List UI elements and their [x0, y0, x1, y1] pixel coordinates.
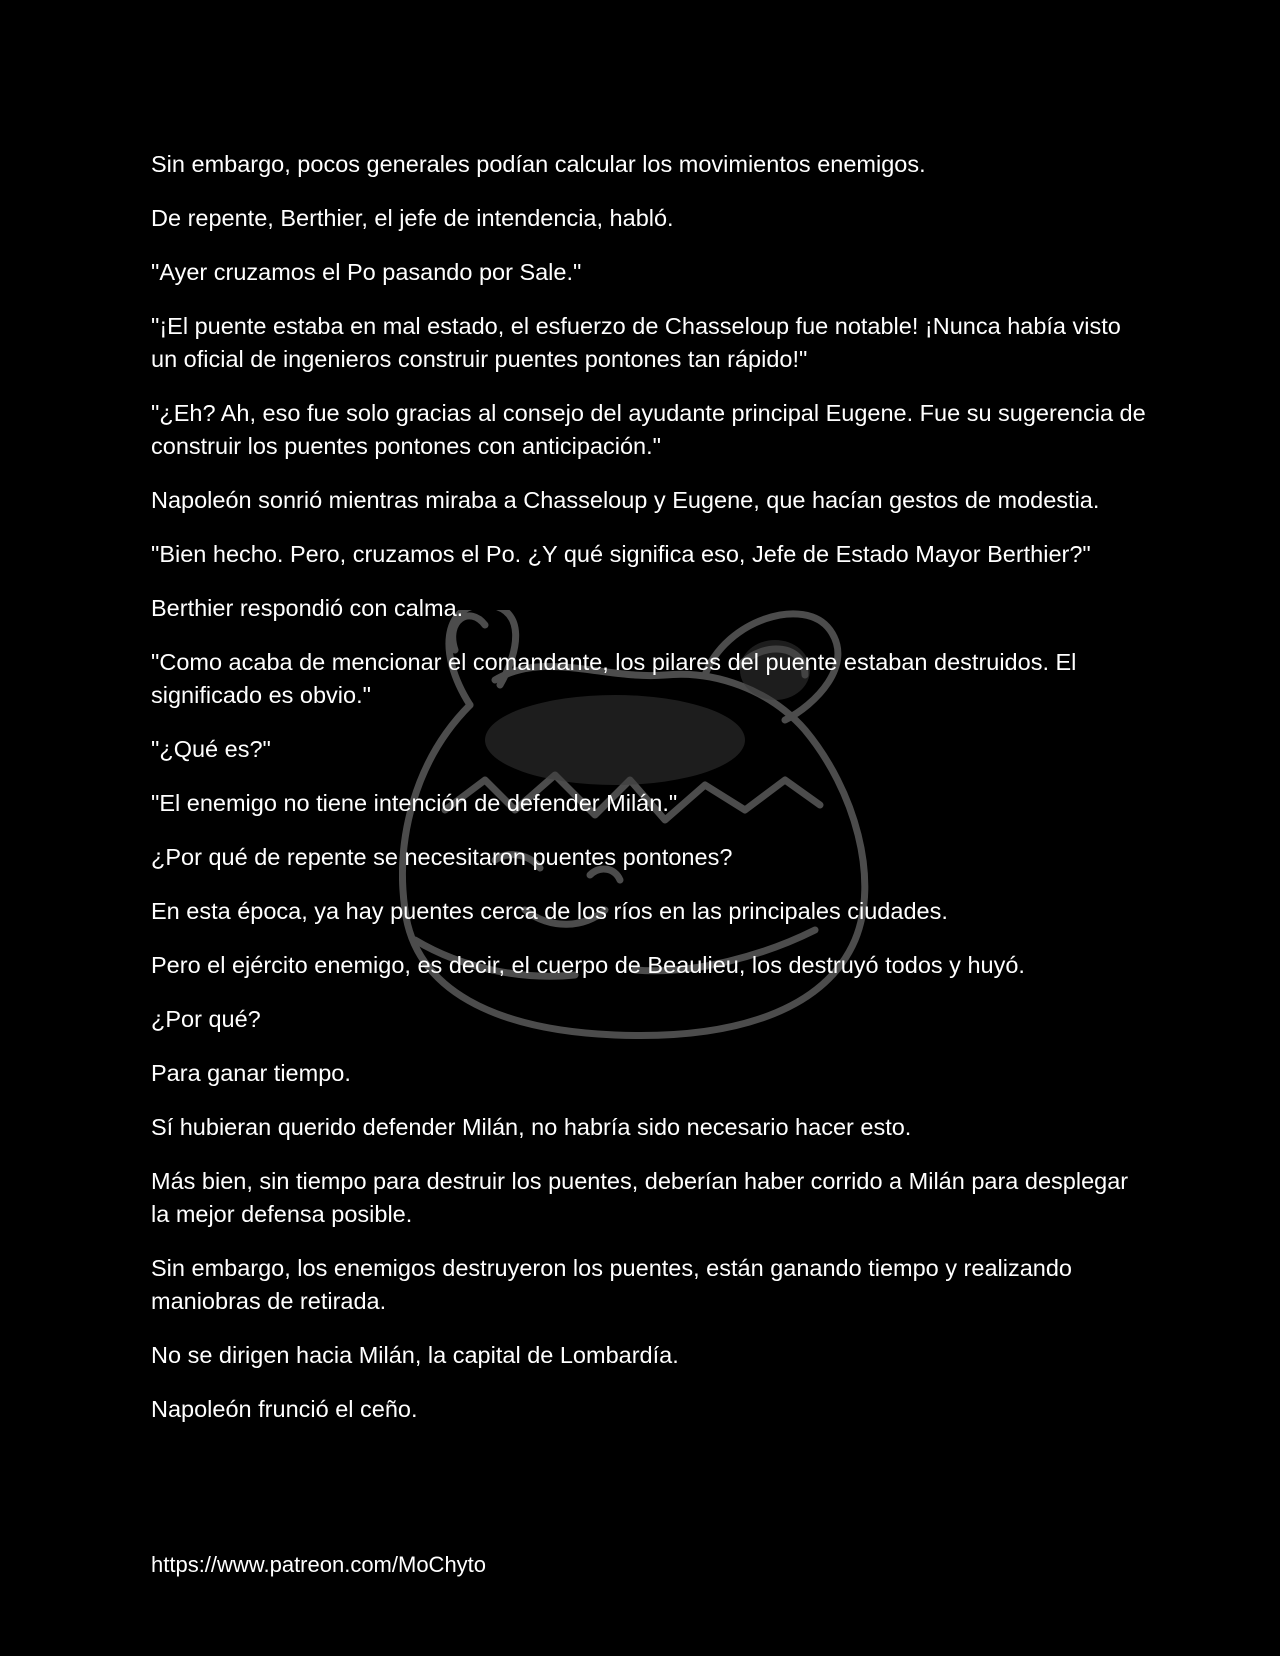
paragraph: "El enemigo no tiene intención de defender Milán.": [151, 790, 678, 816]
paragraph: De repente, Berthier, el jefe de intendencia, habló.: [151, 205, 674, 231]
paragraph: En esta época, ya hay puentes cerca de los ríos en las principales ciudades.: [151, 898, 948, 924]
chapter-text: [151, 148, 1151, 1447]
paragraph: "Ayer cruzamos el Po pasando por Sale.": [151, 259, 582, 285]
paragraph: "Bien hecho. Pero, cruzamos el Po. ¿Y qué significa eso, Jefe de Estado Mayor Berthier?": [151, 541, 1091, 567]
paragraph: Napoleón sonrió mientras miraba a Chasseloup y Eugene, que hacían gestos de modestia.: [151, 487, 1100, 513]
paragraph: No se dirigen hacia Milán, la capital de Lombardía.: [151, 1342, 679, 1368]
paragraph: "Como acaba de mencionar el comandante, los pilares del puente estaban destruidos. El significado es obvio.": [151, 649, 1077, 708]
paragraph: Sí hubieran querido defender Milán, no habría sido necesario hacer esto.: [151, 1114, 912, 1140]
paragraph: "¿Eh? Ah, eso fue solo gracias al consejo del ayudante principal Eugene. Fue su sugerencia de construir los puentes pontones con anticipación.": [151, 400, 1146, 459]
paragraph: Sin embargo, los enemigos destruyeron los puentes, están ganando tiempo y realizando maniobras de retirada.: [151, 1255, 1072, 1314]
paragraph: Pero el ejército enemigo, es decir, el cuerpo de Beaulieu, los destruyó todos y huyó.: [151, 952, 1025, 978]
paragraph: ¿Por qué?: [151, 1006, 261, 1032]
paragraph: Para ganar tiempo.: [151, 1060, 351, 1086]
paragraph: Sin embargo, pocos generales podían calcular los movimientos enemigos.: [151, 151, 926, 177]
paragraph: Más bien, sin tiempo para destruir los puentes, deberían haber corrido a Milán para desplegar la mejor defensa posible.: [151, 1168, 1129, 1227]
paragraph: Berthier respondió con calma.: [151, 595, 464, 621]
paragraph: ¿Por qué de repente se necesitaron puentes pontones?: [151, 844, 733, 870]
patreon-link[interactable]: https://www.patreon.com/MoChyto: [151, 1552, 487, 1577]
paragraph: "¿Qué es?": [151, 736, 271, 762]
paragraph: "¡El puente estaba en mal estado, el esfuerzo de Chasseloup fue notable! ¡Nunca había visto un oficial de ingenieros construir puentes pontones tan rápido!": [151, 313, 1121, 372]
paragraph: Napoleón frunció el ceño.: [151, 1396, 418, 1422]
